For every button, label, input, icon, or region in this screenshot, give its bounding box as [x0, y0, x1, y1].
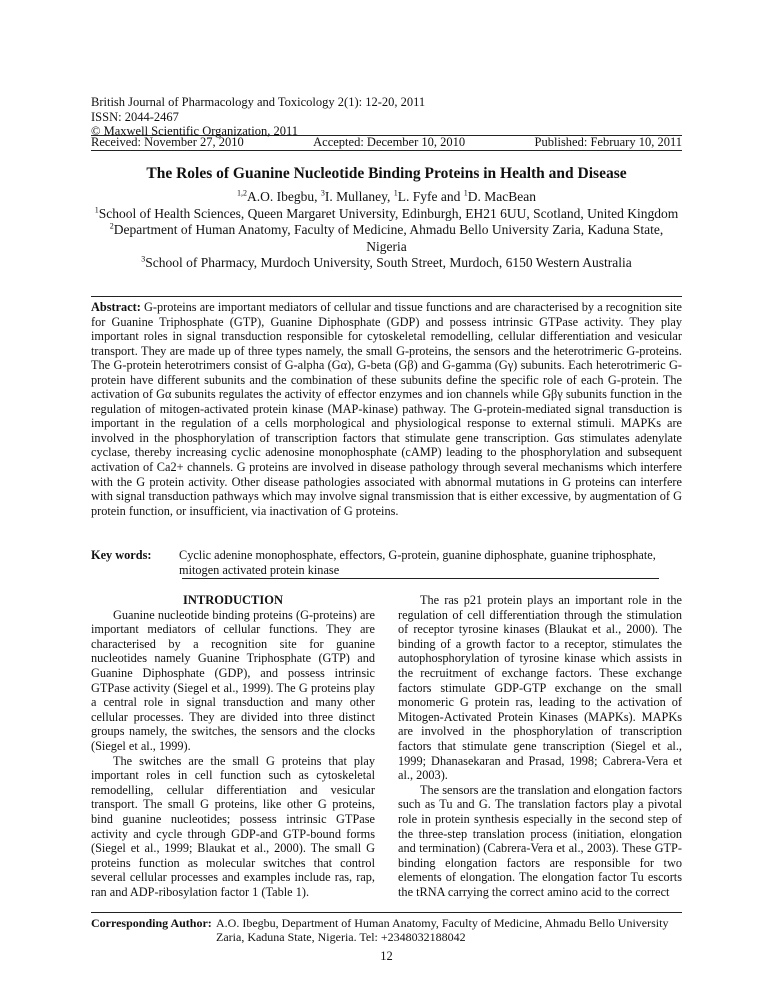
keywords-label: Key words:	[91, 548, 152, 562]
accepted-date: Accepted: December 10, 2010	[313, 135, 466, 149]
keywords-rule	[182, 578, 659, 579]
corresponding-author-label: Corresponding Author:	[91, 916, 212, 930]
author-3: L. Fyfe and	[397, 189, 464, 204]
header-rule-bottom	[91, 150, 682, 151]
author-4: D. MacBean	[467, 189, 536, 204]
corresponding-author	[91, 916, 682, 944]
paragraph: The ras p21 protein plays an important role in the regulation of cell differentiation through the stimulation of receptor tyrosine kinases (Blaukat et al., 2000). The binding of a growth factor to a receptor, stimulates the autophosphorylation of tyrosine kinase which assists in the recruitment of exchange factors. These exchange factors stimulate GDP-GTP exchange on the small monomeric G protein ras, leading to the activation of Mitogen-Activated Protein Kinases (MAPKs). MAPKs are involved in the phosphorylation of transcription factors that stimulate gene transcription (Siegel et al., 1999; Dhanasekaran and Prasad, 1998; Cabrera-Vera et al., 2003).	[398, 593, 682, 783]
author-block	[91, 189, 682, 272]
issn: ISSN: 2044-2467	[91, 110, 179, 124]
author-list: $^{1,2}$A.O. Ibegbu, $^3$I. Mullaney, $^1$L. Fyfe and $^1$D. MacBean	[237, 188, 536, 204]
footer-rule	[91, 912, 682, 913]
corresponding-author-text: A.O. Ibegbu, Department of Human Anatomy, Faculty of Medicine, Ahmadu Bello University Zaria, Kaduna State, Nigeria. Tel: +2348032188042	[216, 916, 669, 944]
paragraph: Guanine nucleotide binding proteins (G-proteins) are important mediators of cellular functions. They are characterised by a recognition site for guanine nucleotides namely Guanine Triphosphate (GTP) and Guanine Diphosphate (GDP), and possess intrinsic GTPase activity (Siegel et al., 1999). The G proteins play a central role in signal transduction and many other cellular processes. They are divided into three distinct groups namely, the switches, the sensors and the clocks (Siegel et al., 1999).	[91, 607, 375, 753]
affiliation-2: $^2$Department of Human Anatomy, Faculty of Medicine, Ahmadu Bello University Zaria, Kaduna State, Nigeria	[109, 221, 664, 254]
author-1: A.O. Ibegbu,	[247, 189, 321, 204]
column-left	[91, 593, 375, 899]
paper-title: The Roles of Guanine Nucleotide Binding Proteins in Health and Disease	[146, 165, 627, 182]
received-date: Received: November 27, 2010	[91, 135, 244, 149]
published-date: Published: February 10, 2011	[534, 135, 682, 149]
journal-citation: British Journal of Pharmacology and Toxicology 2(1): 12-20, 2011	[91, 95, 426, 109]
abstract	[91, 300, 682, 518]
paragraph: The switches are the small G proteins that play important roles in cell function such as cytoskeletal remodelling, cellular differentiation and vesicular transport. The small G proteins, like other G proteins, bind guanine nucleotides; possess intrinsic GTPase activity and cycle through GDP-and GTP-bound forms (Siegel et al., 1999; Blaukat et al., 2000). The small G proteins function as molecular switches that control several cellular processes and examples include ras, rap, ran and ADP-ribosylation factor 1 (Table 1).	[91, 753, 375, 899]
copyright: © Maxwell Scientific Organization, 2011	[91, 124, 299, 138]
column-right	[398, 593, 682, 899]
affiliation-3: $^3$School of Pharmacy, Murdoch University, South Street, Murdoch, 6150 Western Australia	[141, 254, 632, 270]
keywords-text: Cyclic adenine monophosphate, effectors, G-protein, guanine diphosphate, guanine triphosphate, mitogen activated protein kinase	[179, 548, 656, 577]
author-2: I. Mullaney,	[324, 189, 394, 204]
keywords	[91, 548, 682, 577]
paragraph: The sensors are the translation and elongation factors such as Tu and G. The translation factors play a pivotal role in protein synthesis especially in the second step of the three-step translation process (initiation, elongation and termination) (Cabrera-Vera et al., 2003). These GTP-binding elongation factors are responsible for two elements of elongation. The elongation factor Tu escorts the tRNA carrying the correct amino acid to the correct	[398, 782, 682, 899]
abstract-rule-top	[91, 296, 682, 297]
page-number: 12	[380, 949, 393, 963]
abstract-label: Abstract:	[91, 300, 141, 314]
abstract-text: G-proteins are important mediators of cellular and tissue functions and are characterised by a recognition site for Guanine Triphosphate (GTP), Guanine Diphosphate (GDP) and possess intrinsic GTPase activity. They play important roles in signal transduction responsible for cytoskeletal remodelling, cellular differentiation and vesicular transport. They are made up of three types namely, the small G-proteins, the sensors and the heterotrimeric G-proteins. The G-protein heterotrimers consist of G-alpha (Gα), G-beta (Gβ) and G-gamma (Gγ) subunits. Each heterotrimeric G-protein have different subunits and the combination of these subunits define the specific role of each G-protein. The activation of Gα subunits regulates the activity of effector enzymes and ion channels while Gβγ subunits function in the regulation of mitogen-activated protein kinase (MAP-kinase) pathway. The G-protein-mediated signal transduction is important in the regulation of a cells morphological and physiological response to external stimuli. MAPKs are involved in the phosphorylation of transcription factors that stimulate gene transcription. Gαs stimulates adenylate cyclase, thereby increasing cyclic adenosine monophosphate (cAMP) leading to the phosphorylation and subsequent activation of Ca2+ channels. G proteins are involved in disease pathology through several mechanisms which interfere with the G protein activity. Other disease pathologies associated with abnormal mutations in G proteins can interfere with signal transduction pathways which may involve signal transmission that is either excessive, by augmentation of G protein function, or insufficient, via inactivation of G proteins.	[91, 300, 682, 518]
publication-dates	[91, 135, 682, 150]
affiliation-1: $^1$School of Health Sciences, Queen Margaret University, Edinburgh, EH21 6UU, Scotland, United Kingdom	[94, 205, 679, 221]
section-heading: INTRODUCTION	[182, 593, 283, 607]
